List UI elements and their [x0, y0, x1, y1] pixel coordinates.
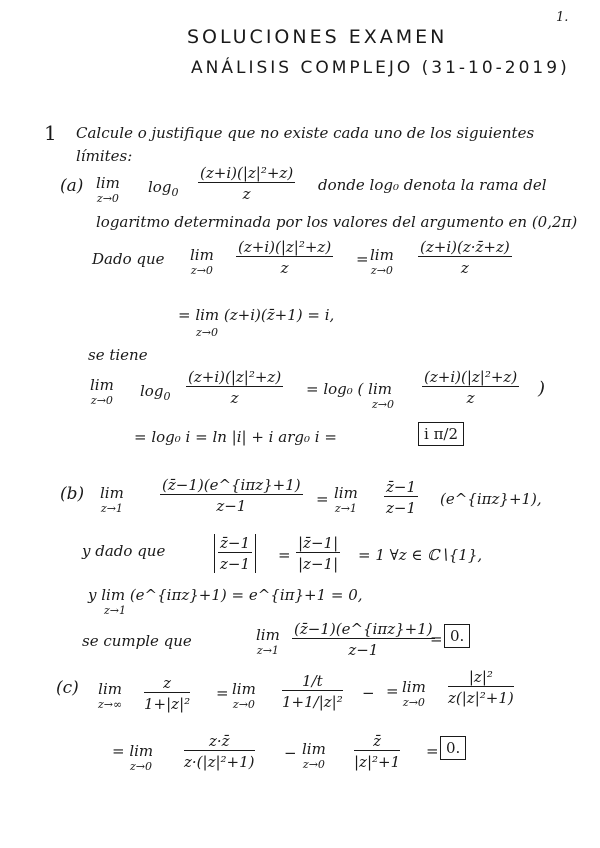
part-c-limit-3: [402, 678, 426, 709]
fraction-numerator: z·z̄: [184, 732, 255, 751]
part-b-fraction-2: [384, 478, 418, 517]
part-a-se-tiene: se tiene: [88, 346, 148, 364]
lim-subscript: z→0: [232, 698, 255, 711]
part-a-definition-line2: logaritmo determinada por los valores del argumento en (0,2π): [96, 213, 578, 231]
equals-sign: =: [386, 682, 399, 700]
fraction-denominator: z: [466, 389, 475, 407]
part-b-se-cumple: se cumple que: [82, 632, 192, 650]
lim-subscript: z→0: [302, 758, 325, 771]
equals-sign: =: [216, 684, 229, 702]
fraction-denominator: z−1: [220, 555, 251, 573]
fraction-denominator: 1+|z|²: [144, 695, 191, 713]
lim-word: lim: [90, 376, 114, 394]
part-b-fraction: [160, 476, 303, 515]
part-a-fraction-3: [418, 238, 512, 277]
log-subscript: 0: [163, 390, 171, 403]
part-b-y-dado-que: y dado que: [82, 542, 166, 560]
lim-subscript: z→1: [100, 502, 123, 515]
part-c-answer: 0.: [440, 736, 466, 760]
part-a-limit-3: [370, 246, 394, 277]
lim-subscript: z→0: [190, 264, 213, 277]
part-c-label: (c): [56, 678, 79, 698]
fraction-numerator: z: [144, 674, 190, 693]
lim-subscript: z→0: [90, 394, 113, 407]
part-c-fraction-3: [448, 668, 514, 707]
part-b-limit-2: [334, 484, 358, 515]
part-a-line5: = log₀ i = ln |i| + i arg₀ i =: [134, 428, 337, 446]
lim-word: lim: [98, 680, 122, 698]
fraction-numerator: z̄−1: [386, 478, 417, 496]
fraction-denominator: z: [460, 259, 469, 277]
part-b-label: (b): [60, 484, 85, 504]
lim-word: lim: [190, 246, 214, 264]
lim-word: lim: [232, 680, 256, 698]
part-c-line2-lead: = lim: [112, 742, 154, 760]
part-a-fraction: [198, 164, 295, 203]
fraction-denominator: |z|²+1: [354, 753, 401, 771]
lim-subscript: z→∞: [98, 698, 123, 711]
part-c-limit-2: [232, 680, 256, 711]
part-a-mid-log: = log₀ ( lim: [306, 380, 392, 398]
fraction-denominator: z: [280, 259, 289, 277]
lim-word: lim: [334, 484, 358, 502]
part-a-fraction-2: [236, 238, 333, 277]
part-c-limit-4: [302, 740, 326, 771]
fraction-numerator: |z|²: [448, 668, 514, 687]
part-a-fraction-5: [422, 368, 519, 407]
part-b-y-lim-subscript: z→1: [104, 604, 127, 617]
part-a-line3: = lim (z+i)(z̄+1) = i,: [178, 306, 335, 324]
lim-word: lim: [96, 174, 120, 192]
minus-sign: −: [362, 684, 375, 702]
equals-sign: =: [356, 250, 369, 268]
part-c-fraction-2: [282, 672, 343, 711]
part-a-limit-4: [90, 376, 114, 407]
part-b-limit-3: [256, 626, 280, 657]
minus-sign: −: [284, 744, 297, 762]
part-c-fraction-1: [144, 674, 190, 713]
equals-sign: =: [426, 742, 439, 760]
fraction-numerator: 1/t: [282, 672, 343, 691]
fraction-numerator: (z+i)(|z|²+z): [188, 368, 282, 386]
fraction-denominator: z: [242, 185, 251, 203]
part-a-line3-subscript: z→0: [196, 326, 219, 339]
lim-subscript: z→0: [370, 264, 393, 277]
part-b-fraction-3: [292, 620, 435, 659]
lim-word: lim: [256, 626, 280, 644]
fraction-numerator: z̄: [354, 732, 400, 751]
log-subscript: 0: [171, 186, 179, 199]
lim-subscript: z→1: [256, 644, 279, 657]
lim-word: lim: [370, 246, 394, 264]
part-b-abs-tail: = 1 ∀z ∈ ℂ∖{1},: [358, 546, 483, 564]
page-number: 1.: [556, 10, 569, 25]
fraction-denominator: 1+1/|z|²: [282, 693, 343, 711]
log-text: log: [148, 178, 172, 196]
part-a-log-2: [140, 382, 170, 403]
part-b-abs-fraction-2: [296, 534, 340, 573]
fraction-numerator: (z̄−1)(e^{iπz}+1): [162, 476, 301, 494]
lim-subscript: z→0: [402, 696, 425, 709]
fraction-denominator: |z−1|: [298, 555, 339, 573]
fraction-numerator: (z+i)(|z|²+z): [200, 164, 294, 182]
fraction-denominator: z−1: [348, 641, 379, 659]
part-a-label: (a): [60, 176, 84, 196]
fraction-numerator: (z̄−1)(e^{iπz}+1): [294, 620, 433, 638]
equals-sign: =: [430, 630, 443, 648]
fraction-numerator: |z̄−1|: [298, 534, 339, 552]
part-a-definition-line1: donde log₀ denota la rama del: [318, 176, 547, 194]
page-subtitle: ANÁLISIS COMPLEJO (31-10-2019): [191, 58, 570, 78]
part-c-limit: [98, 680, 122, 711]
fraction-numerator: (z+i)(|z|²+z): [238, 238, 332, 256]
part-a-log: [148, 178, 178, 199]
fraction-denominator: z−1: [386, 499, 417, 517]
part-a-dado-que: Dado que: [92, 250, 165, 268]
lim-subscript: z→0: [96, 192, 119, 205]
lim-word: lim: [402, 678, 426, 696]
equals-sign: =: [278, 546, 291, 564]
fraction-denominator: z·(|z|²+1): [184, 753, 255, 771]
part-b-answer: 0.: [444, 624, 470, 648]
lim-word: lim: [100, 484, 124, 502]
part-c-line2-subscript: z→0: [130, 760, 153, 773]
part-c-fraction-4: [184, 732, 255, 771]
part-b-factor: (e^{iπz}+1),: [440, 490, 542, 508]
problem-number: 1: [44, 121, 57, 145]
part-a-limit-2: [190, 246, 214, 277]
part-a-mid-subscript: z→0: [372, 398, 395, 411]
lim-subscript: z→1: [334, 502, 357, 515]
part-b-y-lim-line: y lim (e^{iπz}+1) = e^{iπ}+1 = 0,: [88, 586, 363, 604]
part-a-limit: [96, 174, 120, 205]
fraction-numerator: (z+i)(z·z̄+z): [420, 238, 510, 256]
fraction-denominator: z: [230, 389, 239, 407]
lim-word: lim: [302, 740, 326, 758]
fraction-denominator: z(|z|²+1): [448, 689, 514, 707]
fraction-numerator: (z+i)(|z|²+z): [424, 368, 518, 386]
close-paren: ): [538, 378, 546, 399]
fraction-denominator: z−1: [216, 497, 247, 515]
part-a-answer: i π/2: [418, 422, 464, 446]
problem-statement-line1: Calcule o justifique que no existe cada uno de los siguientes: [76, 124, 535, 142]
part-b-limit: [100, 484, 124, 515]
part-a-fraction-4: [186, 368, 283, 407]
log-text: log: [140, 382, 164, 400]
fraction-numerator: z̄−1: [220, 534, 251, 552]
part-b-abs-fraction: [214, 534, 256, 573]
equals-sign: =: [316, 490, 329, 508]
page-title: SOLUCIONES EXAMEN: [187, 26, 448, 48]
problem-statement-line2: límites:: [76, 147, 133, 165]
part-c-fraction-5: [354, 732, 400, 771]
